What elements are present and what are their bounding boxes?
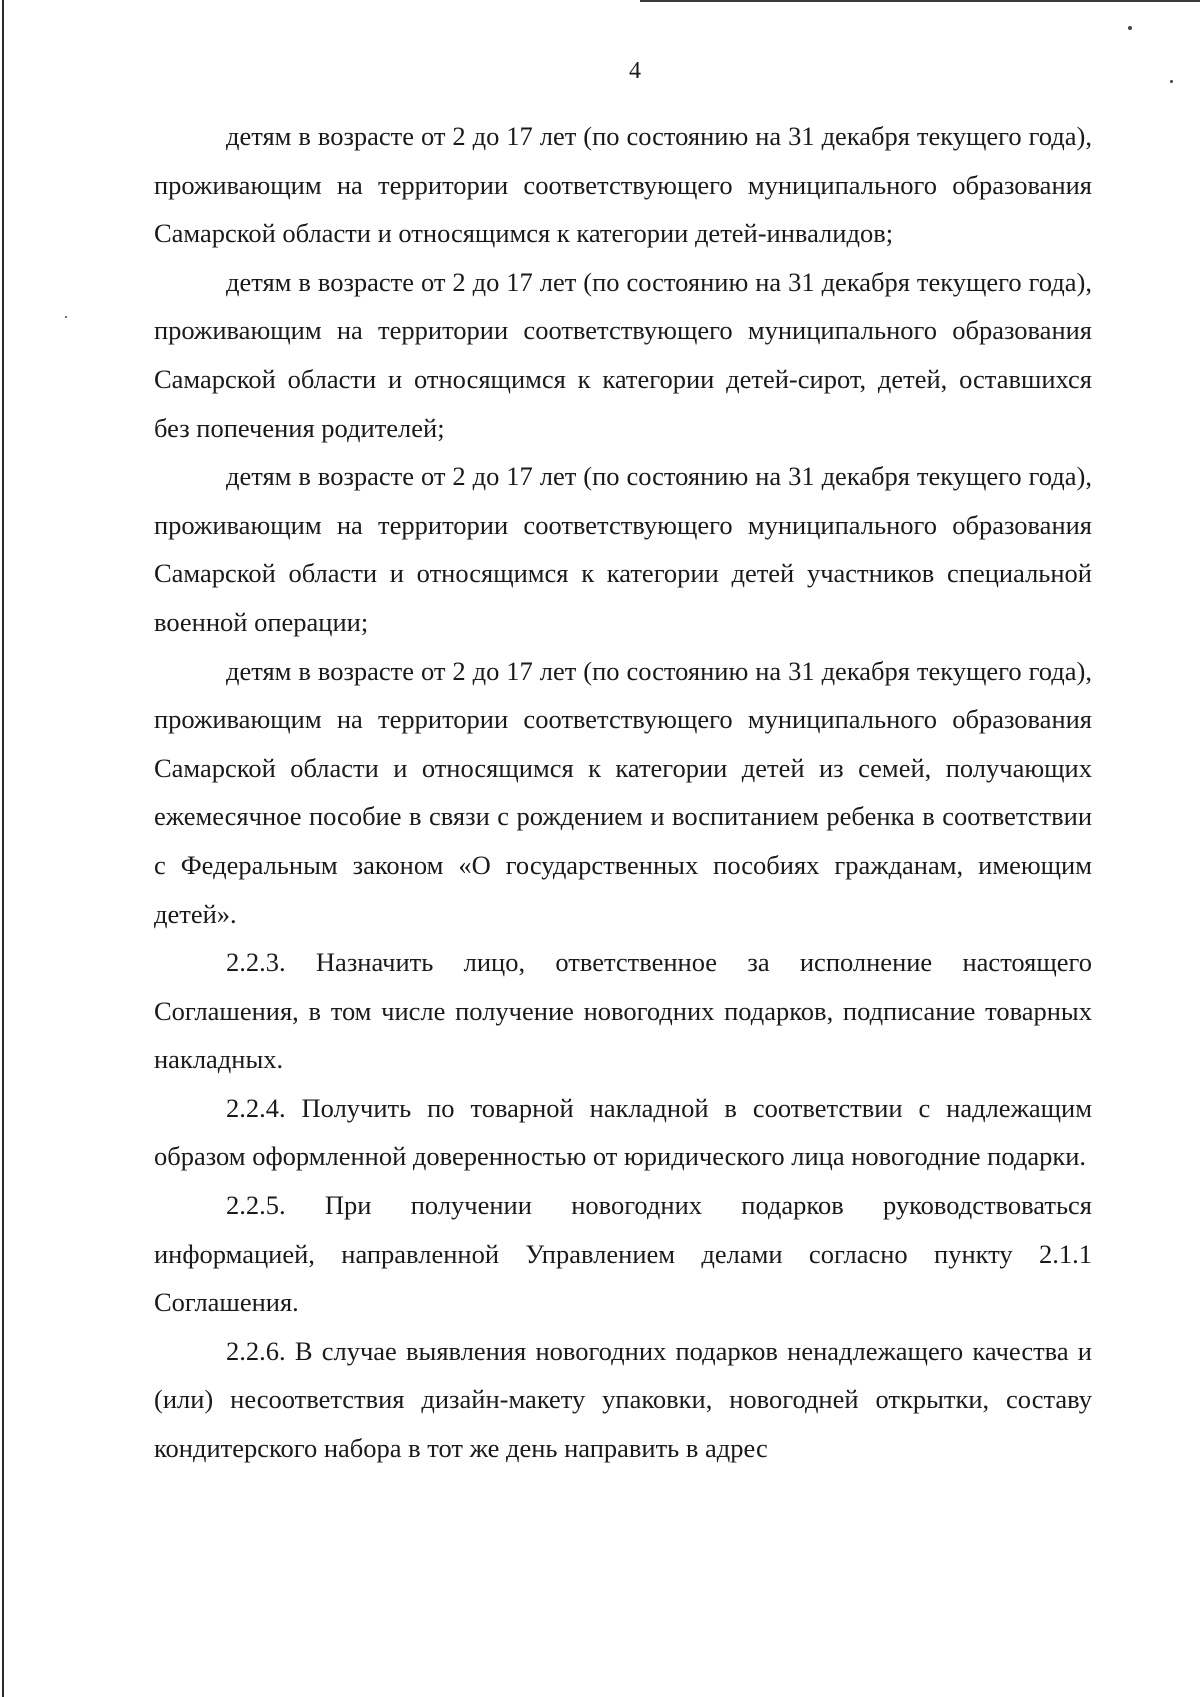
paragraph: 2.2.6. В случае выявления новогодних подарков ненадлежащего качества и (или) несоответствия дизайн-макету упаковки, новогодней открытки, составу кондитерского набора в тот же день направить в адрес <box>154 1335 1092 1464</box>
scan-speck <box>65 316 67 318</box>
paragraph: детям в возрасте от 2 до 17 лет (по состоянию на 31 декабря текущего года), проживающим на территории соответствующего муниципального образования Самарской области и относящимся к категории детей-сирот, детей, оставшихся без попечения родителей; <box>154 266 1092 443</box>
paragraph: детям в возрасте от 2 до 17 лет (по состоянию на 31 декабря текущего года), проживающим на территории соответствующего муниципального образования Самарской области и относящимся к категории детей-инвалидов; <box>154 121 1092 249</box>
page-number: 4 <box>629 58 641 84</box>
paragraph: 2.2.5. При получении новогодних подарков руководствоваться информацией, направленной Управлением делами согласно пункту 2.1.1 Соглашения. <box>154 1190 1092 1318</box>
scan-left-edge <box>2 0 4 1697</box>
paragraph: 2.2.3. Назначить лицо, ответственное за исполнение настоящего Соглашения, в том числе получение новогодних подарков, подписание товарных накладных. <box>154 947 1092 1075</box>
paragraph: детям в возрасте от 2 до 17 лет (по состоянию на 31 декабря текущего года), проживающим на территории соответствующего муниципального образования Самарской области и относящимся к категории детей из семей, получающих ежемесячное пособие в связи с рождением и воспитанием ребенка в соответствии с Федеральным законом «О государственных пособиях гражданам, имеющим детей». <box>154 655 1092 929</box>
paragraph: детям в возрасте от 2 до 17 лет (по состоянию на 31 декабря текущего года), проживающим на территории соответствующего муниципального образования Самарской области и относящимся к категории детей участников специальной военной операции; <box>154 461 1092 637</box>
paragraph: 2.2.4. Получить по товарной накладной в соответствии с надлежащим образом оформленной доверенностью от юридического лица новогодние подарки. <box>154 1092 1092 1172</box>
scan-speck <box>1128 26 1132 30</box>
document-body <box>154 112 1092 1473</box>
scan-top-edge <box>640 0 1200 2</box>
